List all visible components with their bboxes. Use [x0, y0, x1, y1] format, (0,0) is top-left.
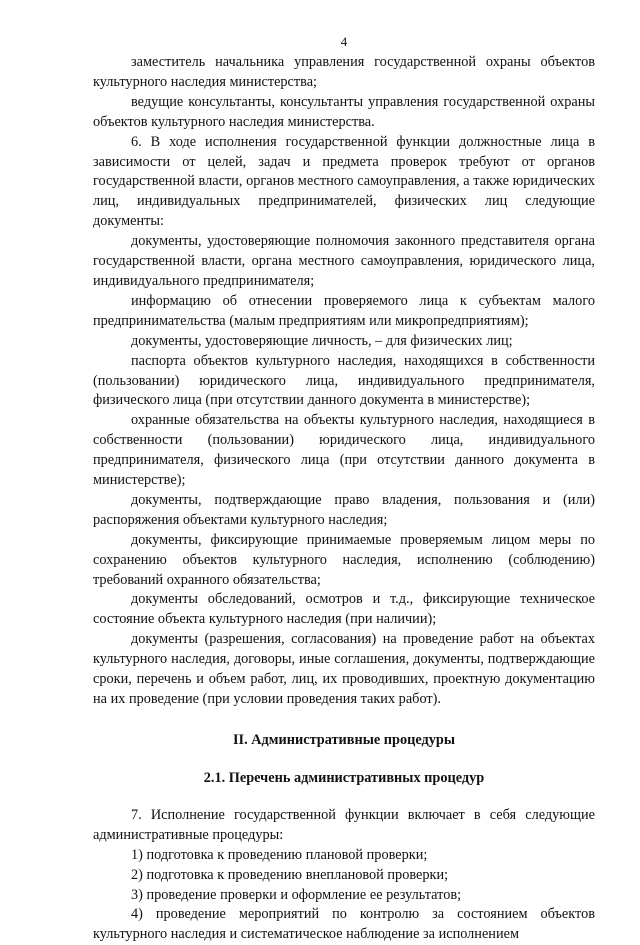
paragraph: документы, фиксирующие принимаемые проверяемым лицом меры по сохранению объектов культурного наследия, исполнению (соблюдению) требований охранного обязательства; [93, 531, 595, 588]
paragraph: охранные обязательства на объекты культурного наследия, находящиеся в собственности (пользовании) юридического лица, индивидуального предпринимателя, физического лица (при отсутствии данного документа в министерстве); [93, 412, 595, 489]
page-number: 4 [340, 34, 348, 49]
section-heading: II. Административные процедуры [232, 731, 456, 748]
paragraph: 6. В ходе исполнения государственной функции должностные лица в зависимости от целей, задач и предмета проверок требуют от органов государственной власти, органов местного самоуправления, а также юридических лиц, индивидуальных предпринимателей, физических лиц следующие документы: [93, 133, 595, 230]
paragraph: документы (разрешения, согласования) на проведение работ на объектах культурного наследия, договоры, иные соглашения, документы, подтверждающие сроки, перечень и объем работ, лиц, их проводивших, проектную документацию на их проведение (при условии проведения таких работ). [93, 631, 595, 707]
subsection-heading: 2.1. Перечень административных процедур [203, 769, 485, 786]
paragraph-7: 7. Исполнение государственной функции включает в себя следующие административные процедуры: [93, 806, 595, 843]
paragraph: документы обследований, осмотров и т.д., фиксирующие техническое состояние объекта культурного наследия (при наличии); [93, 591, 595, 628]
paragraph: информацию об отнесении проверяемого лица к субъектам малого предпринимательства (малым предприятиям или микропредприятиям); [93, 292, 595, 329]
list-item: 2) подготовка к проведению внеплановой проверки; [131, 866, 449, 883]
paragraph: документы, подтверждающие право владения, пользования и (или) распоряжения объектами культурного наследия; [93, 491, 595, 528]
document-page [93, 32, 595, 945]
list-item: 3) проведение проверки и оформление ее результатов; [131, 886, 462, 903]
list-item: 4) проведение мероприятий по контролю за состоянием объектов культурного наследия и систематическое наблюдение за исполнением [93, 906, 595, 943]
paragraph: заместитель начальника управления государственной охраны объектов культурного наследия министерства; [93, 54, 595, 90]
paragraph: паспорта объектов культурного наследия, находящихся в собственности (пользовании) юридического лица, индивидуального предпринимателя, физического лица (при отсутствии данного документа в министерстве); [93, 352, 595, 409]
paragraph: ведущие консультанты, консультанты управления государственной охраны объектов культурного наследия министерства. [93, 93, 595, 130]
paragraph: документы, удостоверяющие полномочия законного представителя органа государственной власти, органа местного самоуправления, юридического лица, индивидуального предпринимателя; [93, 233, 595, 289]
list-item: 1) подготовка к проведению плановой проверки; [131, 846, 428, 863]
paragraph: документы, удостоверяющие личность, – для физических лиц; [131, 332, 513, 349]
